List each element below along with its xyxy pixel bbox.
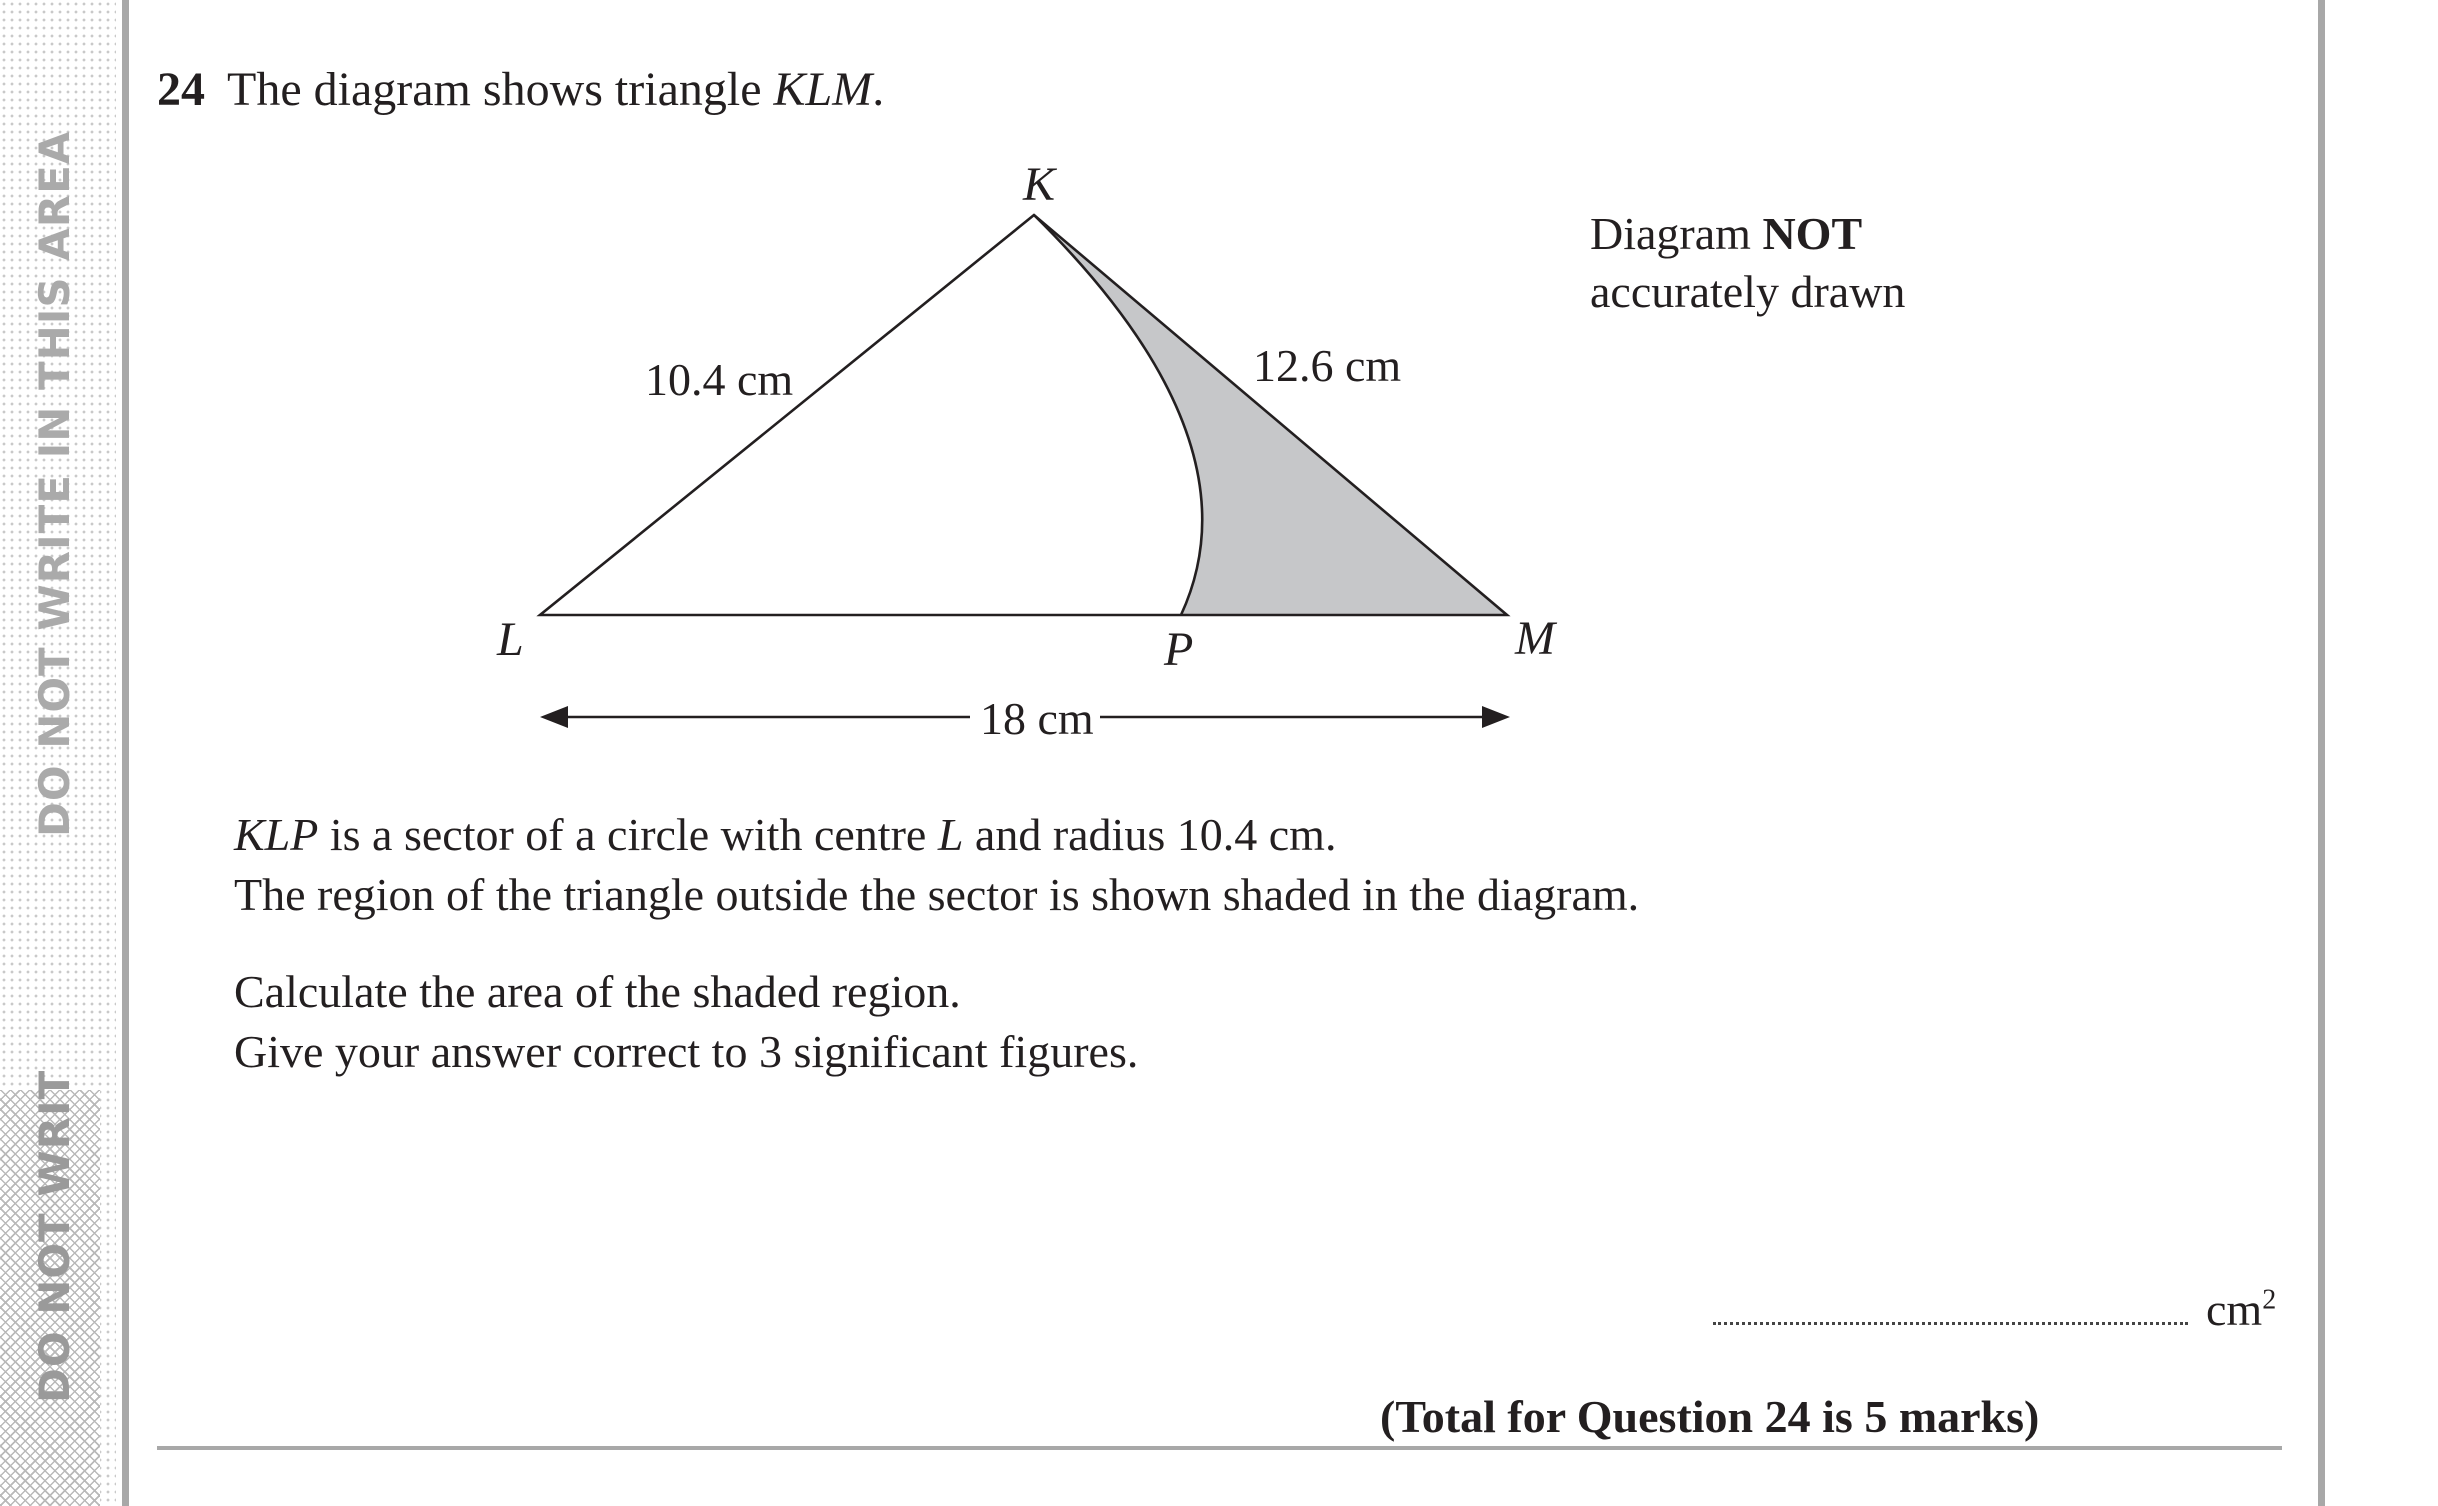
answer-area xyxy=(1713,1283,2276,1336)
bottom-rule xyxy=(157,1446,2282,1450)
vertex-k-label: K xyxy=(1023,158,1056,211)
shaded-description-line: The region of the triangle outside the sector is shown shaded in the diagram. xyxy=(234,869,1640,920)
task-line-1: Calculate the area of the shaded region. xyxy=(234,966,961,1017)
vertex-l-label: L xyxy=(497,613,524,666)
sector-line-end: and radius 10.4 cm. xyxy=(963,809,1337,860)
side-km-label: 12.6 cm xyxy=(1253,340,1402,391)
task-instructions xyxy=(234,962,1138,1082)
question-total: (Total for Question 24 is 5 marks) xyxy=(1380,1391,2040,1442)
arrowhead-right xyxy=(1482,706,1510,728)
question-intro-prefix: The diagram shows triangle xyxy=(227,63,774,116)
sector-name: KLP xyxy=(234,809,319,860)
side-kl-label: 10.4 cm xyxy=(645,354,794,405)
question-intro-triangle: KLM xyxy=(773,63,873,116)
sector-centre: L xyxy=(937,809,964,860)
question-number: 24 xyxy=(157,63,205,116)
sector-line xyxy=(234,805,1639,865)
point-p-label: P xyxy=(1164,623,1194,676)
vertex-m-label: M xyxy=(1515,612,1555,665)
diagram-accuracy-note xyxy=(1590,205,1905,321)
note-prefix: Diagram xyxy=(1590,208,1763,259)
side-lm-label: 18 cm xyxy=(980,693,1094,744)
task-line-2: Give your answer correct to 3 significant figures. xyxy=(234,1026,1139,1077)
answer-unit xyxy=(2206,1284,2276,1335)
sector-line-mid: is a sector of a circle with centre xyxy=(318,809,938,860)
note-line2: accurately drawn xyxy=(1590,266,1906,317)
question-intro-suffix: . xyxy=(872,63,885,116)
margin-warning-lower: DO NOT WRIT xyxy=(30,1069,79,1403)
margin-warning-upper: DO NOT WRITE IN THIS AREA xyxy=(30,130,79,837)
arrowhead-left xyxy=(540,706,568,728)
note-bold: NOT xyxy=(1762,208,1863,259)
sector-description xyxy=(234,805,1639,925)
answer-unit-power: 2 xyxy=(2262,1284,2277,1316)
answer-unit-text: cm xyxy=(2206,1284,2263,1335)
sector-arc xyxy=(1034,215,1202,615)
answer-line[interactable] xyxy=(1713,1286,2188,1325)
